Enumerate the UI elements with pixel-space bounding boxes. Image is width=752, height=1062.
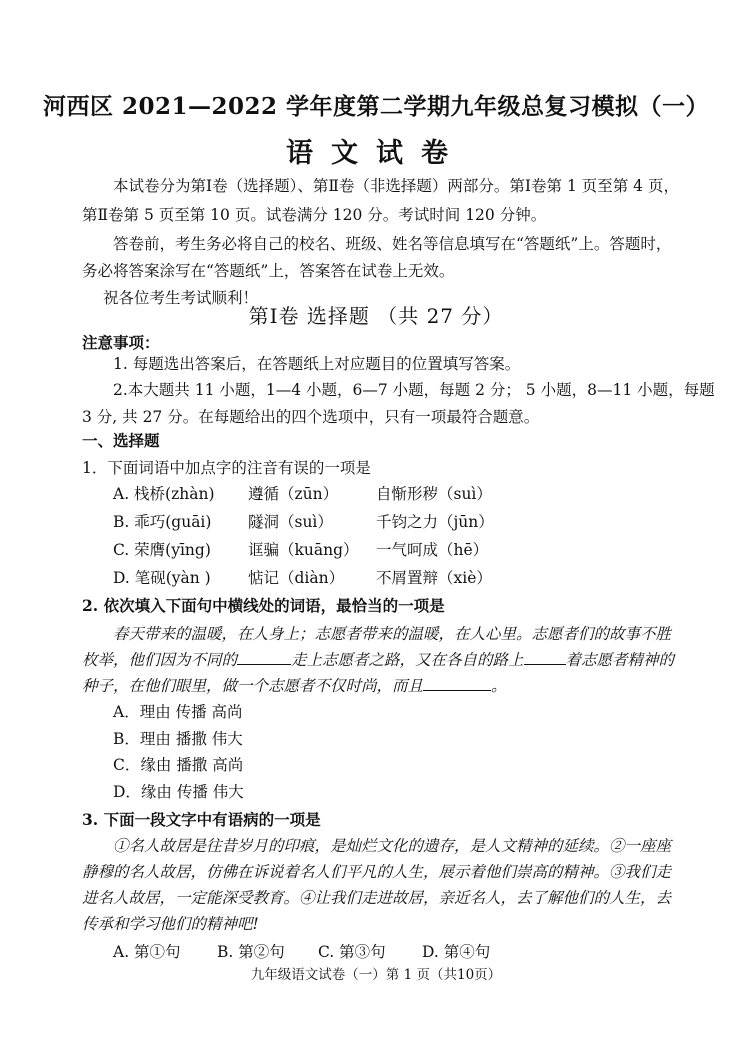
q2-option-b: B．理由 播撒 伟大 [113,730,243,748]
q1-option-b: B. 乖巧(guāi) [113,513,212,531]
q3-option-c: C. 第③句 [318,943,386,961]
passage-line: 春天带来的温暖，在人身上；志愿者带来的温暖，在人心里。志愿者们的故事不胜 [113,625,672,643]
q1-option-a: 自惭形秽（suì） [376,485,492,503]
q2-option-d: D．缘由 传播 伟大 [113,783,244,801]
intro-line: 第Ⅱ卷第 5 页至第 10 页。试卷满分 120 分。考试时间 120 分钟。 [82,206,547,224]
page-footer: 九年级语文试卷（一）第 1 页（共10页） [250,967,502,983]
q3-option-a: A. 第①句 [113,943,181,961]
q1-option-d: D. 笔砚(yàn ) [113,569,211,587]
notice-item: 3 分, 共 27 分。在每题给出的四个选项中，只有一项最符合题意。 [82,408,540,426]
passage-text: 。 [491,677,507,695]
answer-blank [237,648,291,665]
answer-blank [524,648,566,665]
q1-option-a: A. 栈桥(zhàn) [113,485,215,503]
passage-line [82,674,507,696]
q3-option-d: D. 第④句 [422,943,491,961]
passage-line: 进名人故居，一定能深受教育。④让我们走进故居，亲近名人，去了解他们的人生，去 [82,889,672,907]
passage-text: 着志愿者精神的 [565,651,675,669]
intro-line: 务必将答案涂写在“答题纸”上，答案答在试卷上无效。 [82,262,455,280]
notice-item: 2.本大题共 11 小题，1—4 小题，6—7 小题，每题 2 分； 5 小题，8—11 小题，每题 [113,381,715,399]
question-stem: 3. 下面一段文字中有语病的一项是 [82,810,321,829]
passage-line: 传承和学习他们的精神吧! [82,915,259,933]
q2-option-c: C．缘由 播撒 高尚 [113,756,244,774]
subject-title: 语文试卷 [286,138,466,169]
notice-item: 1. 每题选出答案后，在答题纸上对应题目的位置填写答案。 [113,355,521,373]
q1-option-b: 千钧之力（jūn） [376,513,494,531]
q1-option-c: 诓骗（kuāng） [248,541,359,559]
passage-text: 枚举，他们因为不同的 [82,651,238,669]
intro-line: 答卷前，考生务必将自己的校名、班级、姓名等信息填写在“答题纸”上。答题时， [113,235,672,253]
exam-title: 河西区 2021—2022 学年度第二学期九年级总复习模拟（一） [42,93,710,120]
q1-option-b: 隧洞（suì） [248,513,333,531]
part-heading: 一、选择题 [82,431,160,450]
passage-text: 走上志愿者之路，又在各自的路上 [291,651,524,669]
q1-option-d: 不屑置辩（xiè） [376,569,492,587]
q1-option-a: 遵循（zūn） [248,485,339,503]
notice-label: 注意事项： [82,333,160,352]
question-stem: 1．下面词语中加点字的注音有误的一项是 [82,459,371,477]
section-title: 第Ⅰ卷 选择题 （共 27 分） [248,304,504,328]
intro-line: 本试卷分为第Ⅰ卷（选择题）、第Ⅱ卷（非选择题）两部分。第Ⅰ卷第 1 页至第 4 页， [113,177,679,195]
q2-option-a: A．理由 传播 高尚 [113,703,243,721]
q3-option-b: B. 第②句 [217,943,285,961]
passage-line: 静穆的名人故居，仿佛在诉说着名人们平凡的人生，展示着他们崇高的精神。③我们走 [82,863,672,881]
passage-text: 种子，在他们眼里，做一个志愿者不仅时尚，而且 [82,677,424,695]
q1-option-c: 一气呵成（hē） [376,541,489,559]
q1-option-d: 惦记（diàn） [248,569,345,587]
question-stem: 2. 依次填入下面句中横线处的词语，最恰当的一项是 [82,596,445,615]
wish-line: 祝各位考生考试顺利！ [103,289,259,307]
answer-blank [423,674,491,691]
passage-line [82,648,674,670]
passage-line: ①名人故居是往昔岁月的印痕，是灿烂文化的遗存，是人文精神的延续。②一座座 [113,837,672,855]
q1-option-c: C. 荣膺(yīng) [113,541,211,559]
